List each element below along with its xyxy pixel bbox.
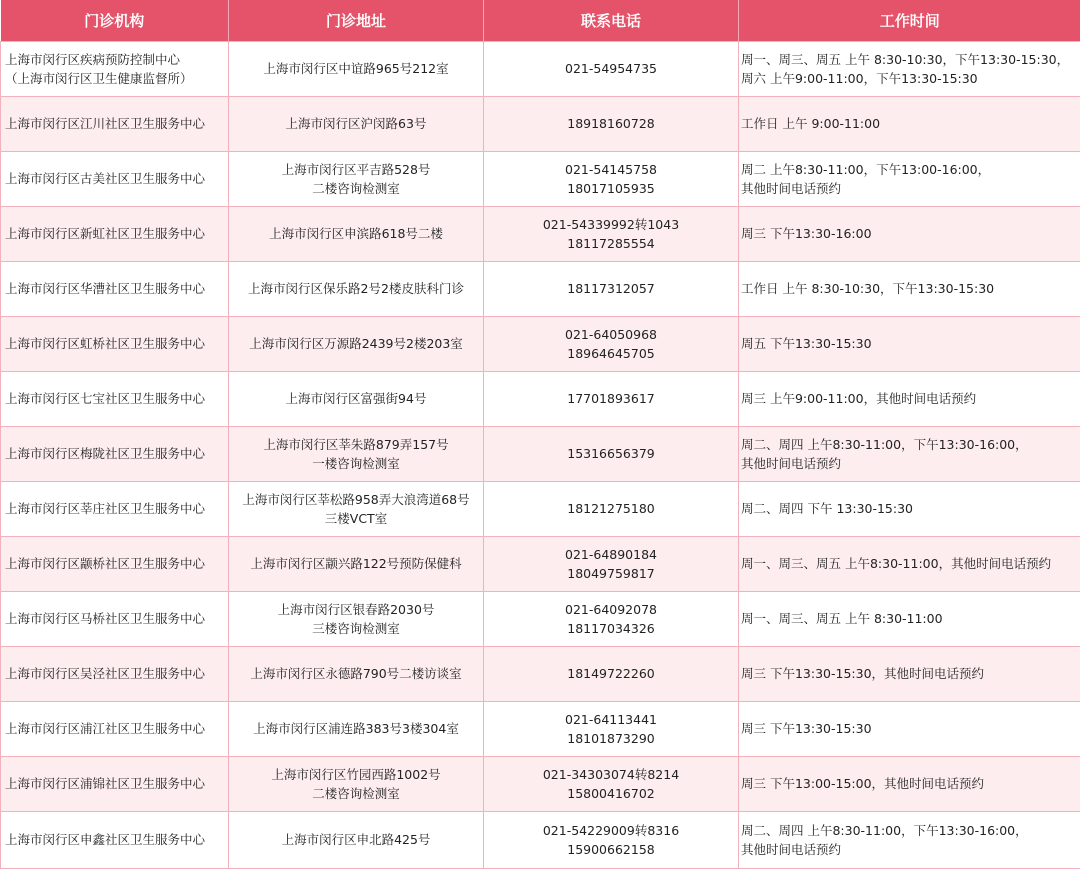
cell-address-line: 三楼VCT室 <box>233 509 479 528</box>
cell-address-line: 上海市闵行区保乐路2号2楼皮肤科门诊 <box>233 279 479 298</box>
cell-institution <box>1 591 229 646</box>
cell-phone-line: 021-64092078 <box>488 600 734 619</box>
cell-hours <box>739 646 1080 701</box>
table-row <box>1 426 1080 481</box>
cell-institution <box>1 756 229 811</box>
cell-phone-line: 021-64113441 <box>488 710 734 729</box>
cell-hours-line: 其他时间电话预约 <box>741 840 1076 859</box>
cell-phone <box>484 481 739 536</box>
table-row <box>1 756 1080 811</box>
cell-hours-line: 周六 上午9:00-11:00，下午13:30-15:30 <box>741 69 1076 88</box>
header-phone: 联系电话 <box>484 0 739 41</box>
cell-address-line: 二楼咨询检测室 <box>233 784 479 803</box>
table-row <box>1 96 1080 151</box>
cell-address-line: 上海市闵行区银春路2030号 <box>233 600 479 619</box>
cell-address <box>229 756 484 811</box>
cell-phone <box>484 261 739 316</box>
cell-hours <box>739 756 1080 811</box>
cell-address-line: 上海市闵行区申北路425号 <box>233 830 479 849</box>
cell-institution-line: 上海市闵行区梅陇社区卫生服务中心 <box>5 444 224 463</box>
cell-hours <box>739 316 1080 371</box>
cell-institution <box>1 151 229 206</box>
cell-address-line: 上海市闵行区颛兴路122号预防保健科 <box>233 554 479 573</box>
cell-address <box>229 591 484 646</box>
cell-address-line: 三楼咨询检测室 <box>233 619 479 638</box>
cell-institution-line: 上海市闵行区浦江社区卫生服务中心 <box>5 719 224 738</box>
table-row <box>1 151 1080 206</box>
cell-institution <box>1 206 229 261</box>
cell-hours-line: 周二、周四 上午8:30-11:00，下午13:30-16:00， <box>741 821 1076 840</box>
cell-hours-line: 其他时间电话预约 <box>741 179 1076 198</box>
cell-phone-line: 18149722260 <box>488 664 734 683</box>
cell-hours-line: 周五 下午13:30-15:30 <box>741 334 1076 353</box>
header-institution: 门诊机构 <box>1 0 229 41</box>
cell-hours-line: 周一、周三、周五 上午 8:30-11:00 <box>741 609 1076 628</box>
cell-institution-line: 上海市闵行区马桥社区卫生服务中心 <box>5 609 224 628</box>
cell-institution-line: 上海市闵行区新虹社区卫生服务中心 <box>5 224 224 243</box>
table-row <box>1 261 1080 316</box>
cell-phone-line: 021-64890184 <box>488 545 734 564</box>
cell-institution-line: （上海市闵行区卫生健康监督所） <box>5 69 224 88</box>
cell-address <box>229 426 484 481</box>
cell-institution-line: 上海市闵行区古美社区卫生服务中心 <box>5 169 224 188</box>
cell-phone-line: 15316656379 <box>488 444 734 463</box>
table-row <box>1 591 1080 646</box>
cell-address <box>229 811 484 868</box>
cell-phone-line: 18121275180 <box>488 499 734 518</box>
cell-hours <box>739 41 1080 96</box>
cell-hours-line: 周三 下午13:30-15:30 <box>741 719 1076 738</box>
cell-phone-line: 15800416702 <box>488 784 734 803</box>
cell-phone <box>484 811 739 868</box>
cell-phone-line: 18918160728 <box>488 114 734 133</box>
cell-phone-line: 18117312057 <box>488 279 734 298</box>
cell-address-line: 上海市闵行区申滨路618号二楼 <box>233 224 479 243</box>
table-row <box>1 536 1080 591</box>
cell-institution-line: 上海市闵行区申鑫社区卫生服务中心 <box>5 830 224 849</box>
cell-phone-line: 18117285554 <box>488 234 734 253</box>
cell-hours-line: 周三 下午13:00-15:00，其他时间电话预约 <box>741 774 1076 793</box>
cell-address-line: 上海市闵行区万源路2439号2楼203室 <box>233 334 479 353</box>
cell-hours-line: 工作日 上午 9:00-11:00 <box>741 114 1076 133</box>
cell-hours-line: 工作日 上午 8:30-10:30，下午13:30-15:30 <box>741 279 1076 298</box>
cell-institution-line: 上海市闵行区莘庄社区卫生服务中心 <box>5 499 224 518</box>
cell-hours-line: 周二 上午8:30-11:00，下午13:00-16:00， <box>741 160 1076 179</box>
cell-institution-line: 上海市闵行区七宝社区卫生服务中心 <box>5 389 224 408</box>
cell-address-line: 上海市闵行区富强街94号 <box>233 389 479 408</box>
cell-phone-line: 021-54339992转1043 <box>488 215 734 234</box>
cell-hours-line: 周一、周三、周五 上午 8:30-10:30，下午13:30-15:30， <box>741 50 1076 69</box>
cell-phone <box>484 646 739 701</box>
cell-institution <box>1 41 229 96</box>
cell-address-line: 一楼咨询检测室 <box>233 454 479 473</box>
cell-phone-line: 15900662158 <box>488 840 734 859</box>
cell-hours-line: 周三 下午13:30-16:00 <box>741 224 1076 243</box>
cell-address-line: 上海市闵行区沪闵路63号 <box>233 114 479 133</box>
cell-address <box>229 206 484 261</box>
cell-address-line: 上海市闵行区中谊路965号212室 <box>233 59 479 78</box>
table-row <box>1 811 1080 868</box>
cell-phone-line: 18017105935 <box>488 179 734 198</box>
cell-phone <box>484 591 739 646</box>
cell-hours <box>739 261 1080 316</box>
cell-address <box>229 41 484 96</box>
cell-hours <box>739 151 1080 206</box>
cell-address <box>229 371 484 426</box>
cell-address-line: 上海市闵行区永德路790号二楼访谈室 <box>233 664 479 683</box>
header-hours: 工作时间 <box>739 0 1080 41</box>
cell-phone-line: 18049759817 <box>488 564 734 583</box>
cell-phone-line: 021-64050968 <box>488 325 734 344</box>
cell-institution-line: 上海市闵行区江川社区卫生服务中心 <box>5 114 224 133</box>
cell-hours-line: 周三 上午9:00-11:00，其他时间电话预约 <box>741 389 1076 408</box>
cell-address <box>229 261 484 316</box>
cell-hours <box>739 96 1080 151</box>
cell-phone <box>484 316 739 371</box>
cell-phone-line: 18117034326 <box>488 619 734 638</box>
cell-hours <box>739 481 1080 536</box>
cell-phone-line: 021-54954735 <box>488 59 734 78</box>
header-address: 门诊地址 <box>229 0 484 41</box>
cell-phone <box>484 536 739 591</box>
cell-phone <box>484 41 739 96</box>
cell-address-line: 上海市闵行区浦连路383号3楼304室 <box>233 719 479 738</box>
cell-phone-line: 18101873290 <box>488 729 734 748</box>
table-row <box>1 481 1080 536</box>
cell-hours <box>739 701 1080 756</box>
cell-phone <box>484 96 739 151</box>
cell-institution <box>1 646 229 701</box>
table-row <box>1 41 1080 96</box>
cell-institution-line: 上海市闵行区虹桥社区卫生服务中心 <box>5 334 224 353</box>
cell-phone-line: 021-54145758 <box>488 160 734 179</box>
cell-address-line: 二楼咨询检测室 <box>233 179 479 198</box>
cell-hours <box>739 206 1080 261</box>
cell-institution-line: 上海市闵行区吴泾社区卫生服务中心 <box>5 664 224 683</box>
cell-institution-line: 上海市闵行区华漕社区卫生服务中心 <box>5 279 224 298</box>
cell-phone <box>484 206 739 261</box>
table-row <box>1 371 1080 426</box>
cell-institution-line: 上海市闵行区浦锦社区卫生服务中心 <box>5 774 224 793</box>
cell-phone-line: 18964645705 <box>488 344 734 363</box>
cell-address-line: 上海市闵行区莘松路958弄大浪湾道68号 <box>233 490 479 509</box>
cell-phone <box>484 371 739 426</box>
cell-institution <box>1 536 229 591</box>
cell-address <box>229 316 484 371</box>
table-row <box>1 701 1080 756</box>
cell-hours <box>739 426 1080 481</box>
table-body <box>1 41 1080 868</box>
cell-phone-line: 021-34303074转8214 <box>488 765 734 784</box>
cell-hours-line: 其他时间电话预约 <box>741 454 1076 473</box>
cell-phone-line: 021-54229009转8316 <box>488 821 734 840</box>
cell-hours <box>739 371 1080 426</box>
cell-address <box>229 96 484 151</box>
cell-hours-line: 周二、周四 下午 13:30-15:30 <box>741 499 1076 518</box>
cell-institution <box>1 811 229 868</box>
cell-institution-line: 上海市闵行区疾病预防控制中心 <box>5 50 224 69</box>
cell-institution-line: 上海市闵行区颛桥社区卫生服务中心 <box>5 554 224 573</box>
cell-institution <box>1 701 229 756</box>
cell-address <box>229 701 484 756</box>
table-header <box>1 0 1080 41</box>
cell-address-line: 上海市闵行区竹园西路1002号 <box>233 765 479 784</box>
cell-hours <box>739 591 1080 646</box>
cell-address <box>229 481 484 536</box>
cell-institution <box>1 316 229 371</box>
table-row <box>1 646 1080 701</box>
cell-institution <box>1 371 229 426</box>
cell-address <box>229 646 484 701</box>
table-row <box>1 206 1080 261</box>
cell-hours-line: 周二、周四 上午8:30-11:00，下午13:30-16:00， <box>741 435 1076 454</box>
cell-address-line: 上海市闵行区平吉路528号 <box>233 160 479 179</box>
cell-address <box>229 151 484 206</box>
cell-phone <box>484 756 739 811</box>
cell-institution <box>1 261 229 316</box>
cell-institution <box>1 481 229 536</box>
cell-hours <box>739 811 1080 868</box>
cell-institution <box>1 426 229 481</box>
cell-hours-line: 周三 下午13:30-15:30，其他时间电话预约 <box>741 664 1076 683</box>
cell-phone-line: 17701893617 <box>488 389 734 408</box>
cell-phone <box>484 426 739 481</box>
cell-phone <box>484 151 739 206</box>
cell-hours-line: 周一、周三、周五 上午8:30-11:00，其他时间电话预约 <box>741 554 1076 573</box>
cell-institution <box>1 96 229 151</box>
cell-address <box>229 536 484 591</box>
cell-phone <box>484 701 739 756</box>
cell-hours <box>739 536 1080 591</box>
cell-address-line: 上海市闵行区莘朱路879弄157号 <box>233 435 479 454</box>
table-row <box>1 316 1080 371</box>
header-row <box>1 0 1080 41</box>
